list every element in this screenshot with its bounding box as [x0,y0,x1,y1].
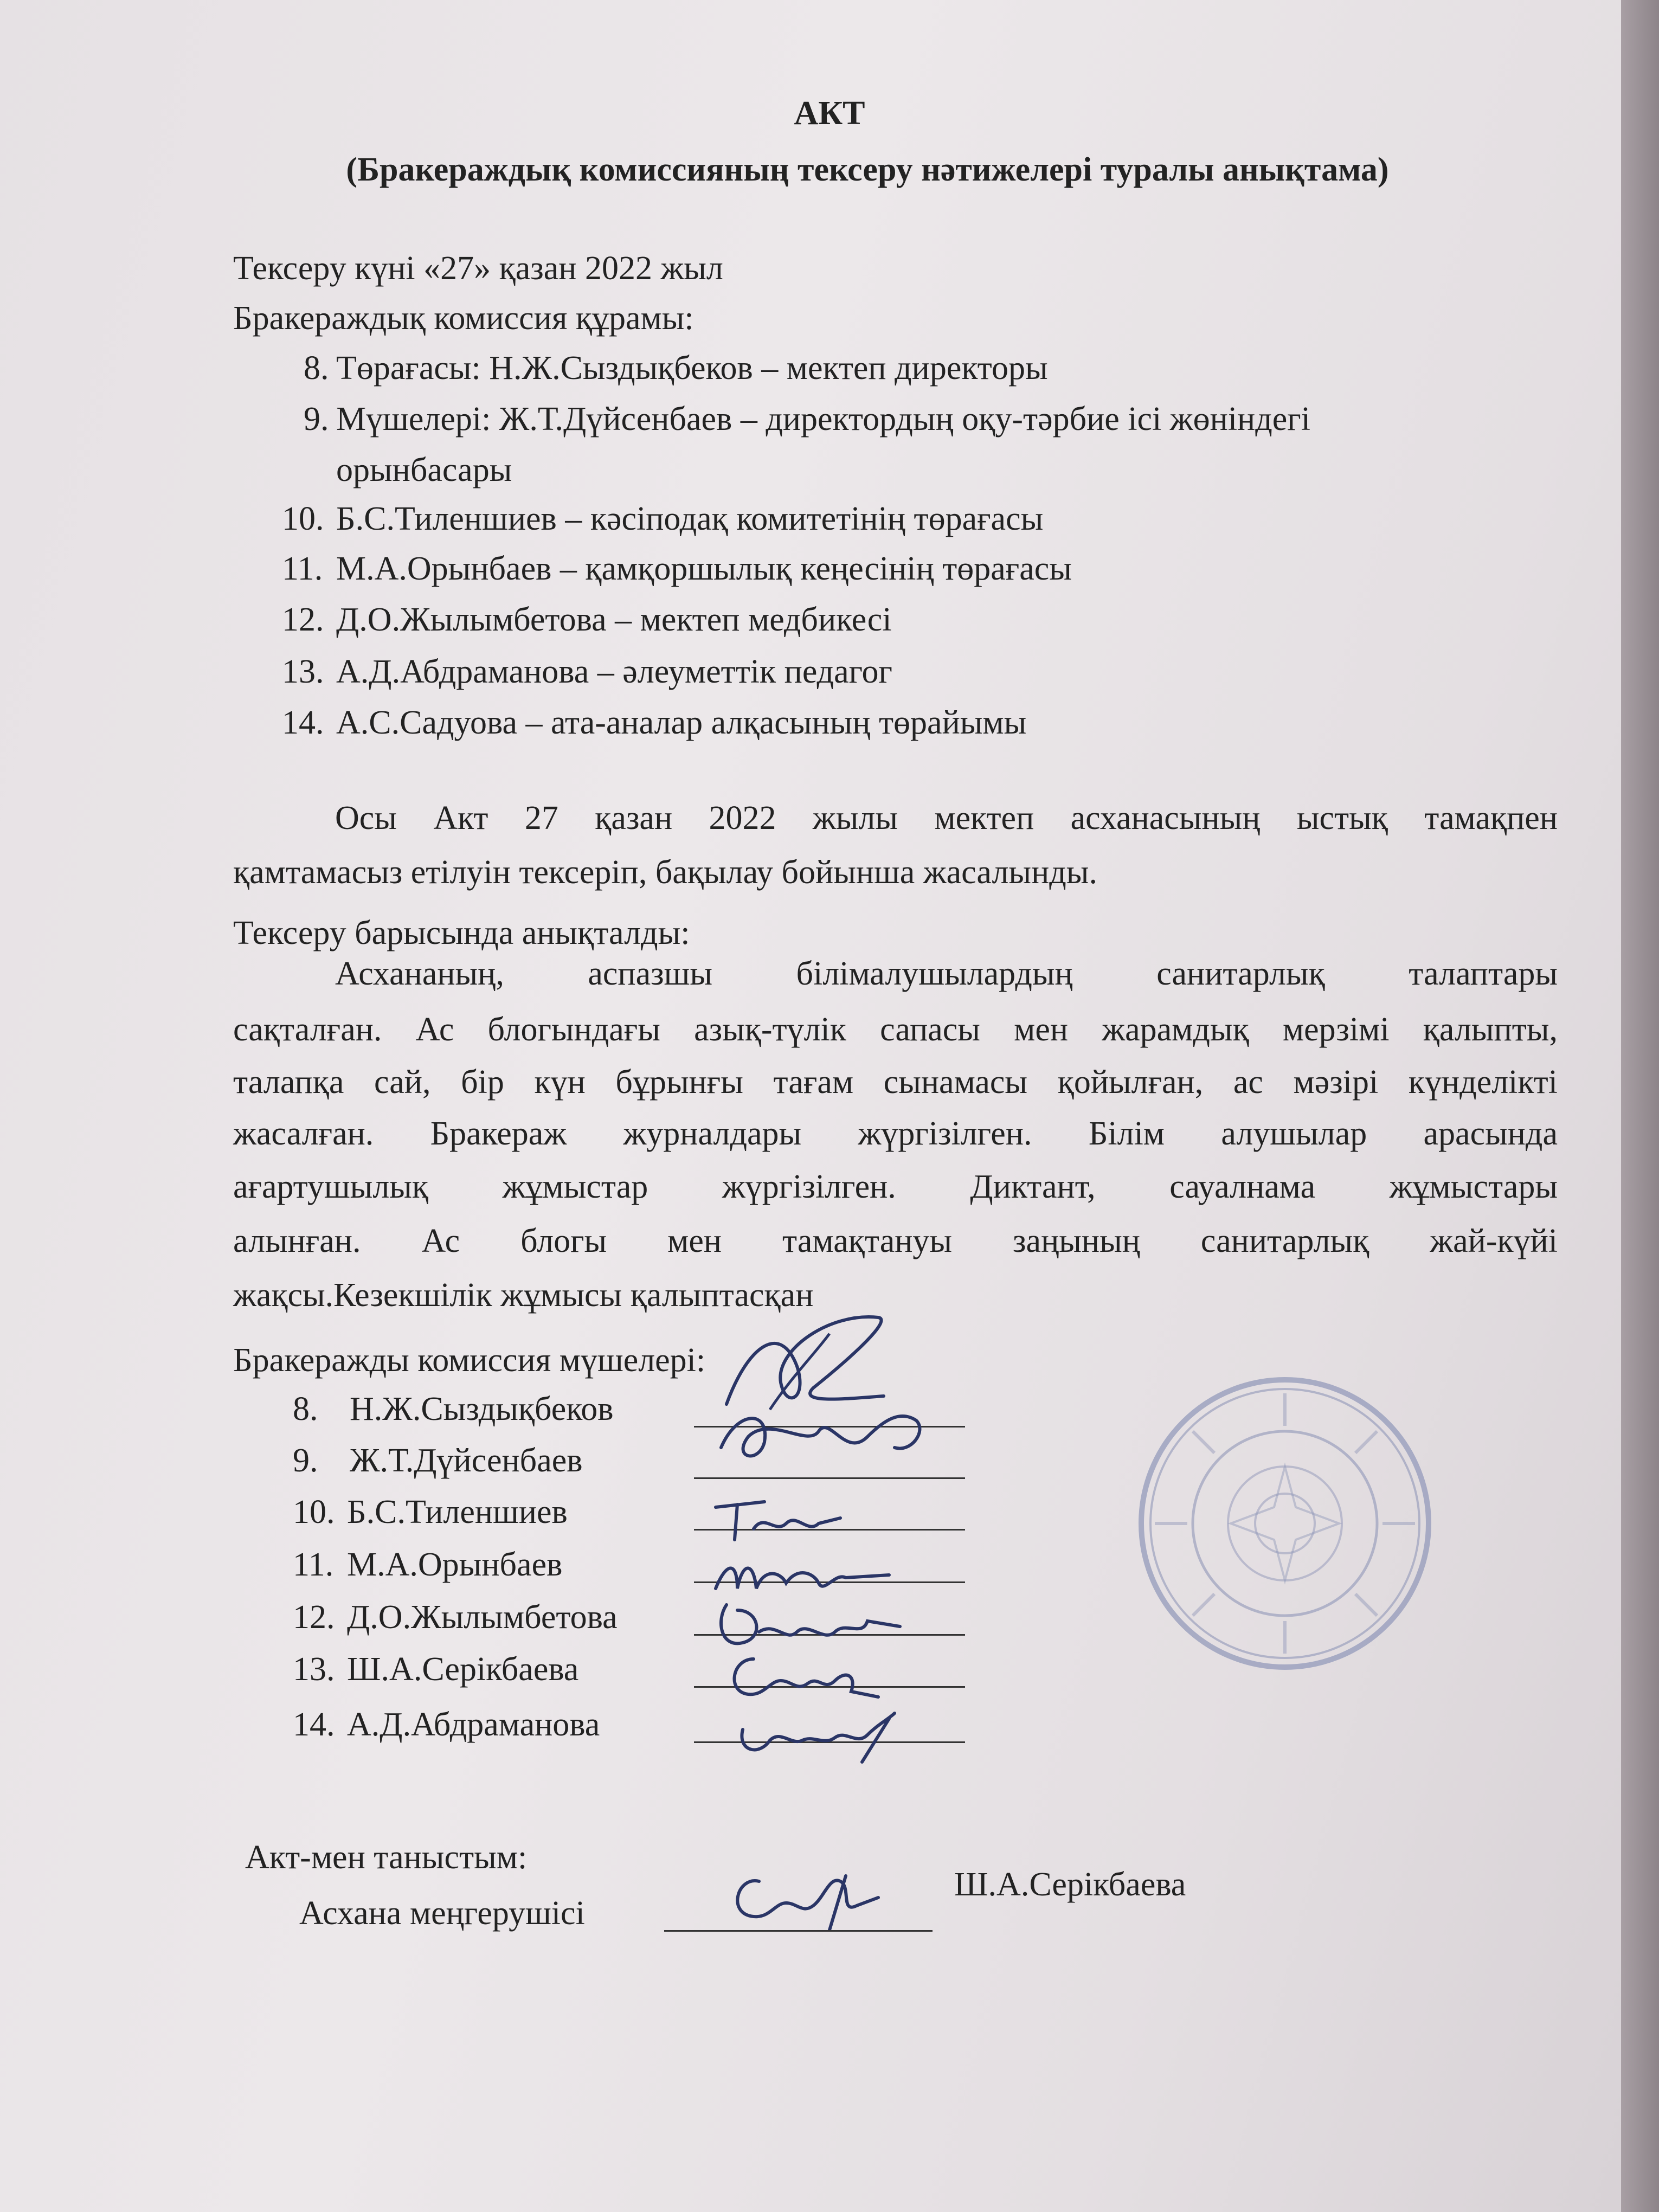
official-stamp [1133,1372,1437,1675]
commission-item-number: 10. [282,500,324,537]
findings-line: ағартушылық жұмыстар жүргізілген. Диктант, сауалнама жұмыстары [233,1168,1558,1205]
member-name: Д.О.Жылымбетова [347,1599,618,1636]
findings-line: алынған. Ас блогы мен тамақтануы заңының санитарлық жай-күйі [233,1223,1558,1259]
inspection-date: Тексеру күні «27» қазан 2022 жыл [233,250,723,287]
document-title: АКТ [794,95,865,132]
member-number: 10. [293,1494,335,1531]
page-edge [1621,0,1659,2212]
ack-role: Асхана меңгерушісі [299,1895,585,1932]
ack-name: Ш.А.Серікбаева [954,1866,1186,1903]
member-name: Н.Ж.Сыздықбеков [350,1391,614,1427]
member-number: 13. [293,1651,335,1688]
commission-item-text: Мүшелері: Ж.Т.Дүйсенбаев – директордың оқу-тәрбие ісі жөніндегі [336,401,1310,438]
signature-2 [705,1388,943,1480]
signature-ack [716,1854,900,1941]
member-name: Б.С.Тиленшиев [347,1494,568,1531]
commission-item-text: А.Д.Абдраманова – әлеуметтік педагог [336,653,892,690]
commission-item-text: орынбасары [336,452,512,488]
findings-line: талапқа сай, бір күн бұрынғы тағам сынамасы қойылған, ас мәзірі күнделікті [233,1064,1558,1101]
signature-7 [726,1697,922,1773]
member-name: Ш.А.Серікбаева [347,1651,579,1688]
paragraph1-line2: қамтамасыз етілуін тексеріп, бақылау бойынша жасалынды. [233,854,1097,891]
commission-item-text: Б.С.Тиленшиев – кәсіподақ комитетінің төрағасы [336,500,1044,537]
commission-item-text: М.А.Орынбаев – қамқоршылық кеңесінің төрағасы [336,550,1072,587]
document-subtitle: (Бракераждық комиссияның тексеру нәтижелері туралы анықтама) [346,151,1389,188]
commission-label: Бракераждық комиссия құрамы: [233,300,694,337]
findings-line: жақсы.Кезекшілік жұмысы қалыптасқан [233,1277,814,1314]
paragraph1-line1: Осы Акт 27 қазан 2022 жылы мектеп асханасының ыстық тамақпен [335,800,1558,837]
commission-item-number: 8. [304,350,329,387]
member-number: 8. [293,1391,318,1427]
members-label: Бракеражды комиссия мүшелері: [233,1342,706,1379]
member-name: М.А.Орынбаев [347,1546,563,1583]
commission-item-number: 9. [304,401,329,438]
findings-line: Асхананың, аспазшы білімалушылардың санитарлық талаптары [335,955,1558,992]
commission-item-number: 13. [282,653,324,690]
findings-line: жасалған. Бракераж журналдары жүргізілген. Білім алушылар арасында [233,1115,1558,1152]
findings-line: сақталған. Ас блогындағы азық-түлік сапасы мен жарамдық мерзімі қалыпты, [233,1011,1558,1048]
commission-item-text: А.С.Садуова – ата-аналар алқасының төрайымы [336,704,1027,741]
ack-signature-line [664,1930,933,1932]
commission-item-text: Д.О.Жылымбетова – мектеп медбикесі [336,601,892,638]
member-number: 11. [293,1546,334,1583]
member-name: Ж.Т.Дүйсенбаев [350,1442,583,1479]
findings-label: Тексеру барысында анықталды: [233,915,690,951]
commission-item-number: 11. [282,550,323,587]
member-number: 12. [293,1599,335,1636]
member-number: 14. [293,1706,335,1743]
commission-item-number: 12. [282,601,324,638]
commission-item-text: Төрағасы: Н.Ж.Сыздықбеков – мектеп директоры [336,350,1048,387]
ack-label: Акт-мен таныстым: [245,1839,528,1876]
member-name: А.Д.Абдраманова [347,1706,600,1743]
member-number: 9. [293,1442,318,1479]
commission-item-number: 14. [282,704,324,741]
